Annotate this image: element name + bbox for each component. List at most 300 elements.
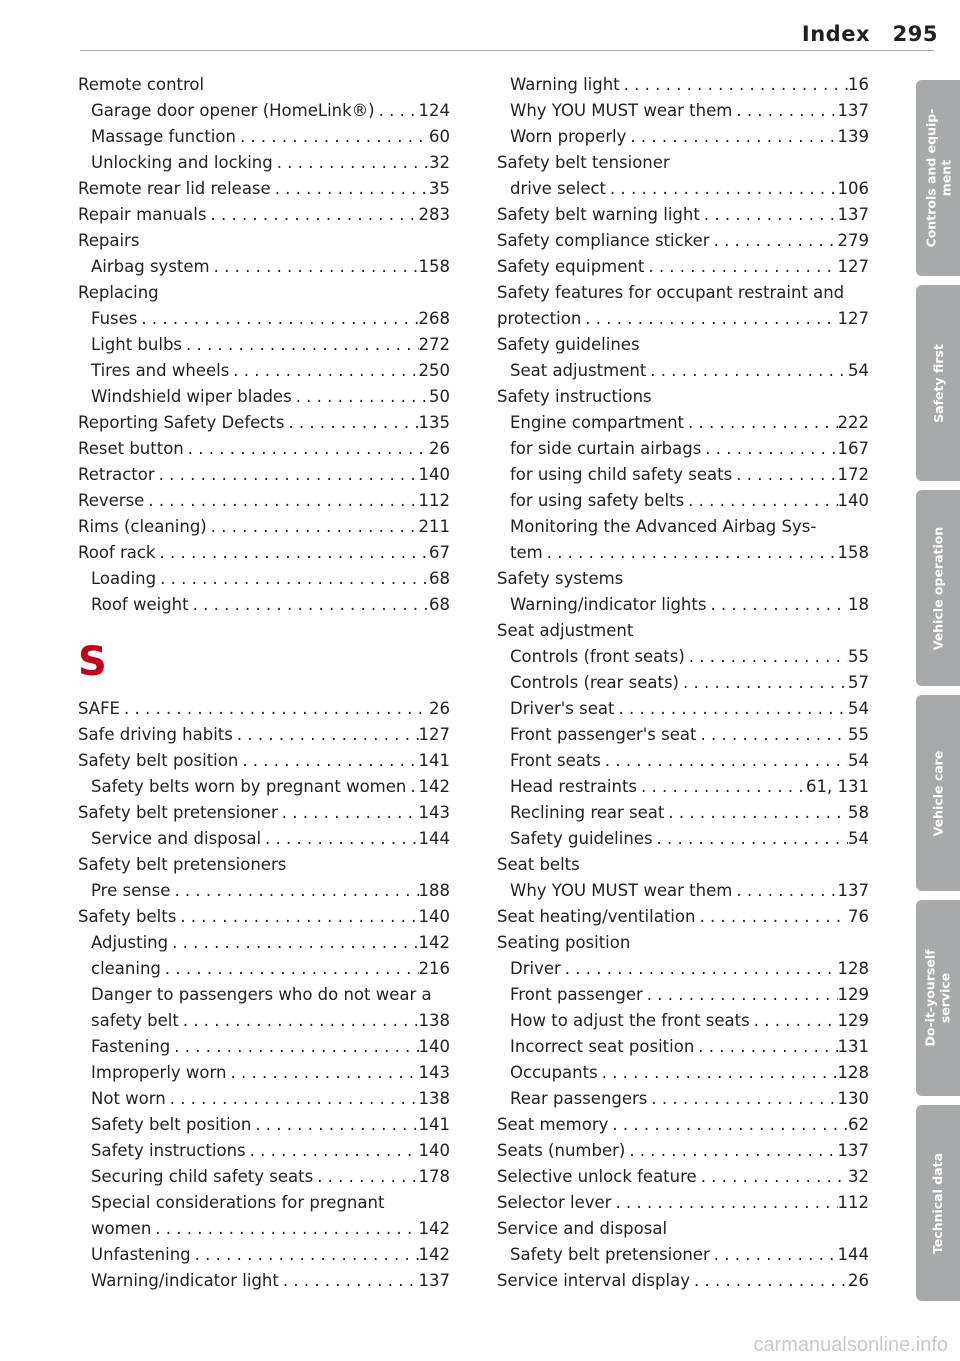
page-reference[interactable]: 54: [848, 361, 869, 380]
page-reference[interactable]: 26: [848, 1271, 869, 1290]
entry-label: Danger to passengers who do not wear a: [91, 985, 432, 1004]
dot-leader: [313, 1164, 418, 1190]
index-entry[interactable]: [497, 1216, 869, 1242]
page-reference[interactable]: 211: [418, 517, 450, 536]
dot-leader: [684, 488, 837, 514]
page-reference[interactable]: 50: [429, 387, 450, 406]
page-reference[interactable]: 35: [429, 179, 450, 198]
page-reference[interactable]: 140: [418, 1141, 450, 1160]
index-letter-heading: S: [78, 639, 107, 685]
index-subentry[interactable]: [78, 1034, 450, 1060]
dot-leader: [611, 1190, 837, 1216]
page-reference[interactable]: 32: [429, 153, 450, 172]
index-subentry[interactable]: [497, 176, 869, 202]
chapter-tab-label: Technical data: [930, 1152, 946, 1254]
entry-label: Warning light: [510, 75, 620, 94]
index-subentry[interactable]: [497, 98, 869, 124]
entry-label: Seat adjustment: [497, 621, 634, 640]
index-subentry[interactable]: [497, 644, 869, 670]
entry-label: Safety belt pretensioner: [78, 803, 278, 822]
entry-label: Roof weight: [91, 595, 189, 614]
page-reference[interactable]: 55: [848, 725, 869, 744]
index-entry[interactable]: [78, 514, 450, 540]
page-reference[interactable]: 131: [837, 1037, 869, 1056]
page-reference[interactable]: 61, 131: [806, 777, 869, 796]
index-subentry[interactable]: [497, 124, 869, 150]
header-title: Index: [801, 22, 870, 46]
index-entry[interactable]: [497, 904, 869, 930]
entry-label: Replacing: [78, 283, 159, 302]
entry-label: Selector lever: [497, 1193, 612, 1212]
index-subentry[interactable]: [497, 696, 869, 722]
index-entry[interactable]: [497, 332, 869, 358]
entry-label: Rims (cleaning): [78, 517, 207, 536]
dot-leader: [406, 774, 418, 800]
index-subentry[interactable]: [497, 670, 869, 696]
page-reference[interactable]: 143: [418, 1063, 450, 1082]
index-subentry[interactable]: [78, 306, 450, 332]
index-column-left: [78, 72, 450, 1294]
index-entry[interactable]: [78, 696, 450, 722]
dot-leader: [679, 670, 848, 696]
index-subentry[interactable]: [78, 1216, 450, 1242]
page-reference[interactable]: 68: [429, 595, 450, 614]
chapter-tab[interactable]: [916, 80, 960, 276]
index-subentry[interactable]: [78, 254, 450, 280]
dot-leader: [261, 826, 418, 852]
page-reference[interactable]: 57: [848, 673, 869, 692]
chapter-tab-label: Do-it-yourself service: [923, 949, 954, 1047]
page-reference[interactable]: 140: [837, 491, 869, 510]
index-subentry[interactable]: [497, 540, 869, 566]
index-subentry[interactable]: [497, 488, 869, 514]
index-subentry[interactable]: [78, 1242, 450, 1268]
index-subentry[interactable]: [78, 124, 450, 150]
page-reference[interactable]: 129: [837, 985, 869, 1004]
index-subentry[interactable]: [497, 1242, 869, 1268]
entry-label: Unlocking and locking: [91, 153, 273, 172]
dot-leader: [606, 176, 837, 202]
entry-label: Driver's seat: [510, 699, 615, 718]
index-subentry[interactable]: [78, 1138, 450, 1164]
page-reference[interactable]: 216: [418, 959, 450, 978]
index-subentry[interactable]: [497, 774, 869, 800]
page-reference[interactable]: 54: [848, 699, 869, 718]
entry-label: Special considerations for pregnant: [91, 1193, 385, 1212]
index-entry[interactable]: [78, 748, 450, 774]
entry-label: Remote rear lid release: [78, 179, 271, 198]
entry-label: Loading: [91, 569, 157, 588]
page-reference[interactable]: 142: [418, 1245, 450, 1264]
index-entry[interactable]: [78, 436, 450, 462]
entry-label: Engine compartment: [510, 413, 685, 432]
index-subentry[interactable]: [78, 1112, 450, 1138]
page-reference[interactable]: 167: [837, 439, 869, 458]
entry-label: Head restraints: [510, 777, 638, 796]
index-column-right: [497, 72, 869, 1294]
dot-leader: [581, 306, 837, 332]
page-reference[interactable]: 172: [837, 465, 869, 484]
dot-leader: [608, 1112, 848, 1138]
dot-leader: [166, 1086, 419, 1112]
page-reference[interactable]: 142: [418, 777, 450, 796]
entry-label: Not worn: [91, 1089, 166, 1108]
page-reference[interactable]: 140: [418, 465, 450, 484]
index-entry[interactable]: [497, 384, 869, 410]
index-subentry[interactable]: [497, 410, 869, 436]
entry-label: for using safety belts: [510, 491, 685, 510]
index-entry[interactable]: [497, 1190, 869, 1216]
page-reference[interactable]: 158: [837, 543, 869, 562]
index-entry[interactable]: [497, 852, 869, 878]
index-subentry[interactable]: [497, 72, 869, 98]
dot-leader: [273, 150, 429, 176]
index-entry[interactable]: [78, 202, 450, 228]
index-entry[interactable]: [497, 228, 869, 254]
dot-leader: [694, 1034, 837, 1060]
watermark: carmanualsonline.info: [753, 1334, 948, 1356]
index-subentry[interactable]: [497, 748, 869, 774]
dot-leader: [206, 202, 418, 228]
index-entry[interactable]: [78, 800, 450, 826]
index-subentry[interactable]: [497, 878, 869, 904]
entry-label: cleaning: [91, 959, 161, 978]
page-reference[interactable]: 283: [418, 205, 450, 224]
index-subentry[interactable]: [78, 592, 450, 618]
entry-label: Selective unlock feature: [497, 1167, 697, 1186]
index-entry[interactable]: [78, 228, 450, 254]
page-reference[interactable]: 124: [418, 101, 450, 120]
page-reference[interactable]: 222: [837, 413, 869, 432]
entry-label: Incorrect seat position: [510, 1037, 695, 1056]
index-subentry[interactable]: [78, 878, 450, 904]
dot-leader: [653, 826, 848, 852]
page-reference[interactable]: 135: [418, 413, 450, 432]
index-subentry[interactable]: [497, 1060, 869, 1086]
index-entry[interactable]: [497, 566, 869, 592]
entry-label: Reset button: [78, 439, 184, 458]
page-reference[interactable]: 144: [837, 1245, 869, 1264]
dot-leader: [168, 930, 418, 956]
index-subentry[interactable]: [78, 1086, 450, 1112]
index-subentry[interactable]: [78, 150, 450, 176]
dot-leader: [226, 1060, 418, 1086]
entry-label: Tires and wheels: [91, 361, 230, 380]
entry-label: Service and disposal: [497, 1219, 668, 1238]
page-reference[interactable]: 32: [848, 1167, 869, 1186]
dot-leader: [151, 1216, 418, 1242]
entry-label: Safety systems: [497, 569, 624, 588]
entry-label: Reporting Safety Defects: [78, 413, 285, 432]
dot-leader: [620, 72, 848, 98]
page-reference[interactable]: 250: [418, 361, 450, 380]
dot-leader: [191, 1242, 419, 1268]
entry-label: Safety belts worn by pregnant women: [91, 777, 407, 796]
entry-label: Massage function: [91, 127, 236, 146]
index-entry[interactable]: [78, 904, 450, 930]
index-subentry[interactable]: [497, 358, 869, 384]
entry-label: Repair manuals: [78, 205, 207, 224]
index-subentry[interactable]: [497, 436, 869, 462]
page-reference[interactable]: 141: [418, 751, 450, 770]
entry-label: tem: [510, 543, 543, 562]
index-subentry[interactable]: [78, 1164, 450, 1190]
page-reference[interactable]: 55: [848, 647, 869, 666]
page-reference[interactable]: 137: [837, 205, 869, 224]
index-entry[interactable]: [497, 1164, 869, 1190]
page-reference[interactable]: 138: [418, 1089, 450, 1108]
page-reference[interactable]: 140: [418, 1037, 450, 1056]
page-reference[interactable]: 139: [837, 127, 869, 146]
entry-label: Safety instructions: [91, 1141, 246, 1160]
index-subentry[interactable]: [497, 826, 869, 852]
entry-label: Safety belt pretensioners: [78, 855, 287, 874]
entry-label: Seat adjustment: [510, 361, 647, 380]
page-reference[interactable]: 178: [418, 1167, 450, 1186]
dot-leader: [706, 592, 848, 618]
page-reference[interactable]: 54: [848, 829, 869, 848]
dot-leader: [625, 1138, 837, 1164]
page-reference[interactable]: 140: [418, 907, 450, 926]
dot-leader: [179, 1008, 419, 1034]
chapter-tab[interactable]: [916, 490, 960, 686]
index-subentry[interactable]: [497, 592, 869, 618]
dot-leader: [701, 436, 837, 462]
page-reference[interactable]: 127: [837, 309, 869, 328]
dot-leader: [697, 1164, 848, 1190]
chapter-tab-label: Vehicle operation: [930, 526, 946, 650]
dot-leader: [664, 800, 848, 826]
index-subentry[interactable]: [78, 956, 450, 982]
index-entry[interactable]: [78, 410, 450, 436]
dot-leader: [233, 722, 419, 748]
index-subentry[interactable]: [497, 1086, 869, 1112]
entry-label: Controls (rear seats): [510, 673, 679, 692]
dot-leader: [732, 98, 837, 124]
entry-label: SAFE: [78, 699, 120, 718]
entry-label: Controls (front seats): [510, 647, 685, 666]
index-subentry[interactable]: [78, 930, 450, 956]
index-subentry[interactable]: [78, 1008, 450, 1034]
index-entry[interactable]: [497, 1112, 869, 1138]
index-entry[interactable]: [497, 150, 869, 176]
page-reference[interactable]: 137: [837, 101, 869, 120]
page-reference[interactable]: 128: [837, 1063, 869, 1082]
entry-label: Seat memory: [497, 1115, 609, 1134]
entry-label: Roof rack: [78, 543, 156, 562]
dot-leader: [375, 98, 419, 124]
entry-label: Safety belt position: [91, 1115, 252, 1134]
index-entry[interactable]: [78, 280, 450, 306]
index-entry[interactable]: [497, 930, 869, 956]
index-entry[interactable]: [78, 852, 450, 878]
entry-label: Fuses: [91, 309, 138, 328]
page-reference[interactable]: 67: [429, 543, 450, 562]
entry-label: Windshield wiper blades: [91, 387, 292, 406]
page-reference[interactable]: 138: [418, 1011, 450, 1030]
dot-leader: [251, 1112, 418, 1138]
page-reference[interactable]: 130: [837, 1089, 869, 1108]
index-subentry[interactable]: [78, 384, 450, 410]
index-subentry[interactable]: [497, 956, 869, 982]
entry-label: Driver: [510, 959, 561, 978]
index-subentry[interactable]: [78, 98, 450, 124]
page-reference[interactable]: 60: [429, 127, 450, 146]
page-reference[interactable]: 127: [418, 725, 450, 744]
index-subentry[interactable]: [78, 358, 450, 384]
page-reference[interactable]: 76: [848, 907, 869, 926]
dot-leader: [614, 696, 848, 722]
index-subentry[interactable]: [497, 800, 869, 826]
dot-leader: [695, 904, 848, 930]
dot-leader: [647, 1086, 837, 1112]
page-reference[interactable]: 142: [418, 933, 450, 952]
dot-leader: [207, 514, 419, 540]
entry-label: Unfastening: [91, 1245, 191, 1264]
entry-label: Monitoring the Advanced Airbag Sys-: [510, 517, 817, 536]
entry-label: Seating position: [497, 933, 631, 952]
dot-leader: [684, 410, 837, 436]
index-subentry[interactable]: [497, 982, 869, 1008]
page-reference[interactable]: 68: [429, 569, 450, 588]
index-entry[interactable]: [497, 1138, 869, 1164]
entry-label: Reclining rear seat: [510, 803, 665, 822]
entry-label: Safety instructions: [497, 387, 652, 406]
entry-label: Securing child safety seats: [91, 1167, 314, 1186]
index-entry[interactable]: [78, 176, 450, 202]
entry-label: Safety guidelines: [497, 335, 640, 354]
index-entry[interactable]: [78, 462, 450, 488]
dot-leader: [284, 410, 418, 436]
entry-label: Remote control: [78, 75, 205, 94]
index-subentry[interactable]: [78, 566, 450, 592]
page-reference[interactable]: 16: [848, 75, 869, 94]
page-reference[interactable]: 137: [837, 1141, 869, 1160]
index-entry[interactable]: [78, 540, 450, 566]
dot-leader: [601, 748, 848, 774]
page-reference[interactable]: 58: [848, 803, 869, 822]
dot-leader: [120, 696, 429, 722]
dot-leader: [155, 462, 419, 488]
entry-label: Safety belt warning light: [497, 205, 700, 224]
entry-label: Rear passengers: [510, 1089, 648, 1108]
dot-leader: [700, 202, 838, 228]
entry-label: Reverse: [78, 491, 145, 510]
page-reference[interactable]: 158: [418, 257, 450, 276]
chapter-tab[interactable]: [916, 900, 960, 1096]
page-reference[interactable]: 188: [418, 881, 450, 900]
page-number: 295: [892, 22, 938, 46]
entry-label: Garage door opener (HomeLink®): [91, 101, 375, 120]
chapter-tab[interactable]: [916, 1105, 960, 1301]
index-subentry[interactable]: [78, 1060, 450, 1086]
index-entry[interactable]: [497, 280, 869, 306]
index-subentry[interactable]: [78, 1268, 450, 1294]
dot-leader: [279, 1268, 419, 1294]
chapter-tab[interactable]: [916, 285, 960, 481]
page-reference[interactable]: 18: [848, 595, 869, 614]
entry-label: Pre sense: [91, 881, 171, 900]
dot-leader: [637, 774, 806, 800]
index-subentry[interactable]: [497, 514, 869, 540]
entry-label: Worn properly: [510, 127, 627, 146]
page-reference[interactable]: 26: [429, 439, 450, 458]
dot-leader: [170, 1034, 418, 1060]
dot-leader: [710, 228, 838, 254]
page-reference[interactable]: 62: [848, 1115, 869, 1134]
chapter-tab-label: Vehicle care: [930, 750, 946, 836]
index-entry[interactable]: [78, 488, 450, 514]
page-reference[interactable]: 143: [418, 803, 450, 822]
page-reference[interactable]: 268: [418, 309, 450, 328]
index-subentry[interactable]: [78, 826, 450, 852]
index-entry[interactable]: [78, 722, 450, 748]
page-reference[interactable]: 112: [837, 1193, 869, 1212]
dot-leader: [643, 982, 838, 1008]
entry-label: Airbag system: [91, 257, 210, 276]
dot-leader: [144, 488, 418, 514]
page-reference[interactable]: 272: [418, 335, 450, 354]
entry-label: How to adjust the front seats: [510, 1011, 750, 1030]
page-reference[interactable]: 127: [837, 257, 869, 276]
entry-label: Front passenger's seat: [510, 725, 697, 744]
index-subentry[interactable]: [78, 982, 450, 1008]
dot-leader: [210, 254, 419, 280]
entry-label: Improperly worn: [91, 1063, 227, 1082]
page-reference[interactable]: 144: [418, 829, 450, 848]
index-entry[interactable]: [78, 72, 450, 98]
dot-leader: [271, 176, 429, 202]
entry-label: Safety belt tensioner: [497, 153, 670, 172]
index-subentry[interactable]: [497, 1034, 869, 1060]
page-reference[interactable]: 137: [837, 881, 869, 900]
index-entry[interactable]: [497, 618, 869, 644]
index-subentry[interactable]: [497, 462, 869, 488]
page-reference[interactable]: 137: [418, 1271, 450, 1290]
page-reference[interactable]: 54: [848, 751, 869, 770]
chapter-tab[interactable]: [916, 695, 960, 891]
page-reference[interactable]: 142: [418, 1219, 450, 1238]
page-reference[interactable]: 26: [429, 699, 450, 718]
page-reference[interactable]: 279: [837, 231, 869, 250]
index-entry[interactable]: [497, 254, 869, 280]
index-subentry[interactable]: [78, 332, 450, 358]
dot-leader: [543, 540, 838, 566]
dot-leader: [750, 1008, 838, 1034]
dot-leader: [732, 462, 837, 488]
index-entry[interactable]: [497, 306, 869, 332]
page-reference[interactable]: 129: [837, 1011, 869, 1030]
page-reference[interactable]: 106: [837, 179, 869, 198]
dot-leader: [732, 878, 837, 904]
page-reference[interactable]: 141: [418, 1115, 450, 1134]
entry-label: for side curtain airbags: [510, 439, 702, 458]
entry-label: for using child safety seats: [510, 465, 733, 484]
index-subentry[interactable]: [497, 722, 869, 748]
entry-label: Safe driving habits: [78, 725, 233, 744]
index-subentry[interactable]: [78, 1190, 450, 1216]
dot-leader: [644, 254, 837, 280]
page-reference[interactable]: 128: [837, 959, 869, 978]
index-entry[interactable]: [497, 202, 869, 228]
page-reference[interactable]: 112: [418, 491, 450, 510]
dot-leader: [236, 124, 429, 150]
entry-label: Retractor: [78, 465, 155, 484]
index-entry[interactable]: [497, 1268, 869, 1294]
dot-leader: [626, 124, 837, 150]
index-subentry[interactable]: [497, 1008, 869, 1034]
index-subentry[interactable]: [78, 774, 450, 800]
